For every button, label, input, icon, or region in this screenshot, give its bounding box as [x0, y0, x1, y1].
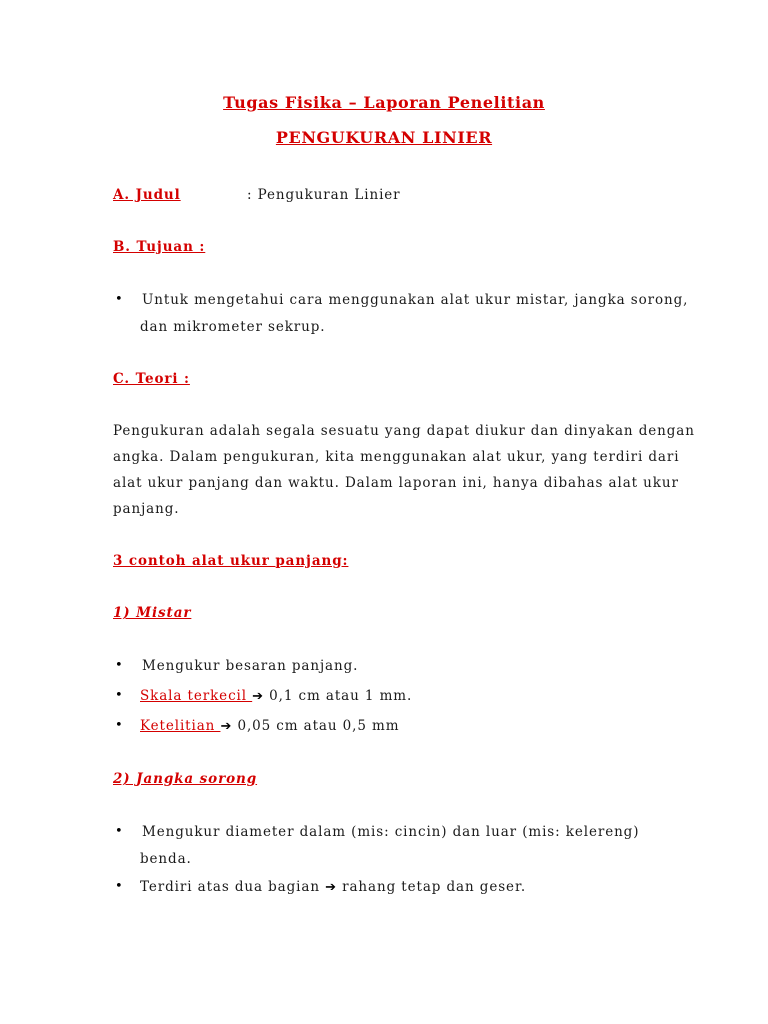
skala-terkecil-label: Skala terkecil	[140, 688, 253, 704]
teori-paragraph-line3: alat ukur panjang dan waktu. Dalam laporan ini, hanya dibahas alat ukur	[113, 475, 679, 491]
teori-paragraph-line4: panjang.	[113, 501, 180, 517]
bullet-icon: •	[115, 718, 123, 733]
arrow-right-icon: ➔	[325, 880, 337, 895]
mistar-heading: 1) Mistar	[113, 605, 192, 621]
teori-paragraph-line2: angka. Dalam pengukuran, kita menggunakan alat ukur, yang terdiri dari	[113, 449, 680, 465]
arrow-right-icon: ➔	[252, 689, 264, 704]
bullet-icon: •	[115, 879, 123, 894]
tujuan-bullet-line2: dan mikrometer sekrup.	[140, 319, 326, 335]
tujuan-bullet-line1: Untuk mengetahui cara menggunakan alat ukur mistar, jangka sorong,	[142, 292, 689, 308]
arrow-right-icon: ➔	[220, 719, 233, 734]
ketelitian-value: 0,05 cm atau 0,5 mm	[237, 718, 400, 734]
document-subtitle: PENGUKURAN LINIER	[275, 128, 493, 147]
judul-value: : Pengukuran Linier	[247, 187, 401, 203]
jangka-item-2-prefix: Terdiri atas dua bagian	[140, 879, 326, 895]
jangka-item-2	[140, 879, 526, 895]
teori-paragraph-line1: Pengukuran adalah segala sesuatu yang dapat diukur dan dinyakan dengan	[113, 423, 695, 439]
jangka-sorong-heading: 2) Jangka sorong	[113, 771, 258, 787]
section-judul-heading: A. Judul	[113, 187, 181, 203]
jangka-item-1-line2: benda.	[140, 851, 192, 867]
document-title: Tugas Fisika – Laporan Penelitian	[223, 93, 545, 112]
ketelitian-label: Ketelitian	[140, 718, 221, 734]
bullet-icon: •	[115, 824, 123, 839]
skala-terkecil-value: 0,1 cm atau 1 mm.	[269, 688, 413, 704]
jangka-item-1-line1: Mengukur diameter dalam (mis: cincin) dan luar (mis: kelereng)	[142, 824, 640, 840]
mistar-item-2	[140, 688, 412, 704]
bullet-icon: •	[115, 292, 123, 307]
jangka-item-2-suffix: rahang tetap dan geser.	[342, 879, 527, 895]
section-teori-heading: C. Teori :	[113, 371, 190, 387]
mistar-item-1: Mengukur besaran panjang.	[142, 658, 359, 674]
mistar-item-3	[140, 718, 399, 734]
bullet-icon: •	[115, 688, 123, 703]
bullet-icon: •	[115, 658, 123, 673]
section-tujuan-heading: B. Tujuan :	[113, 239, 206, 255]
contoh-heading: 3 contoh alat ukur panjang:	[113, 553, 349, 569]
